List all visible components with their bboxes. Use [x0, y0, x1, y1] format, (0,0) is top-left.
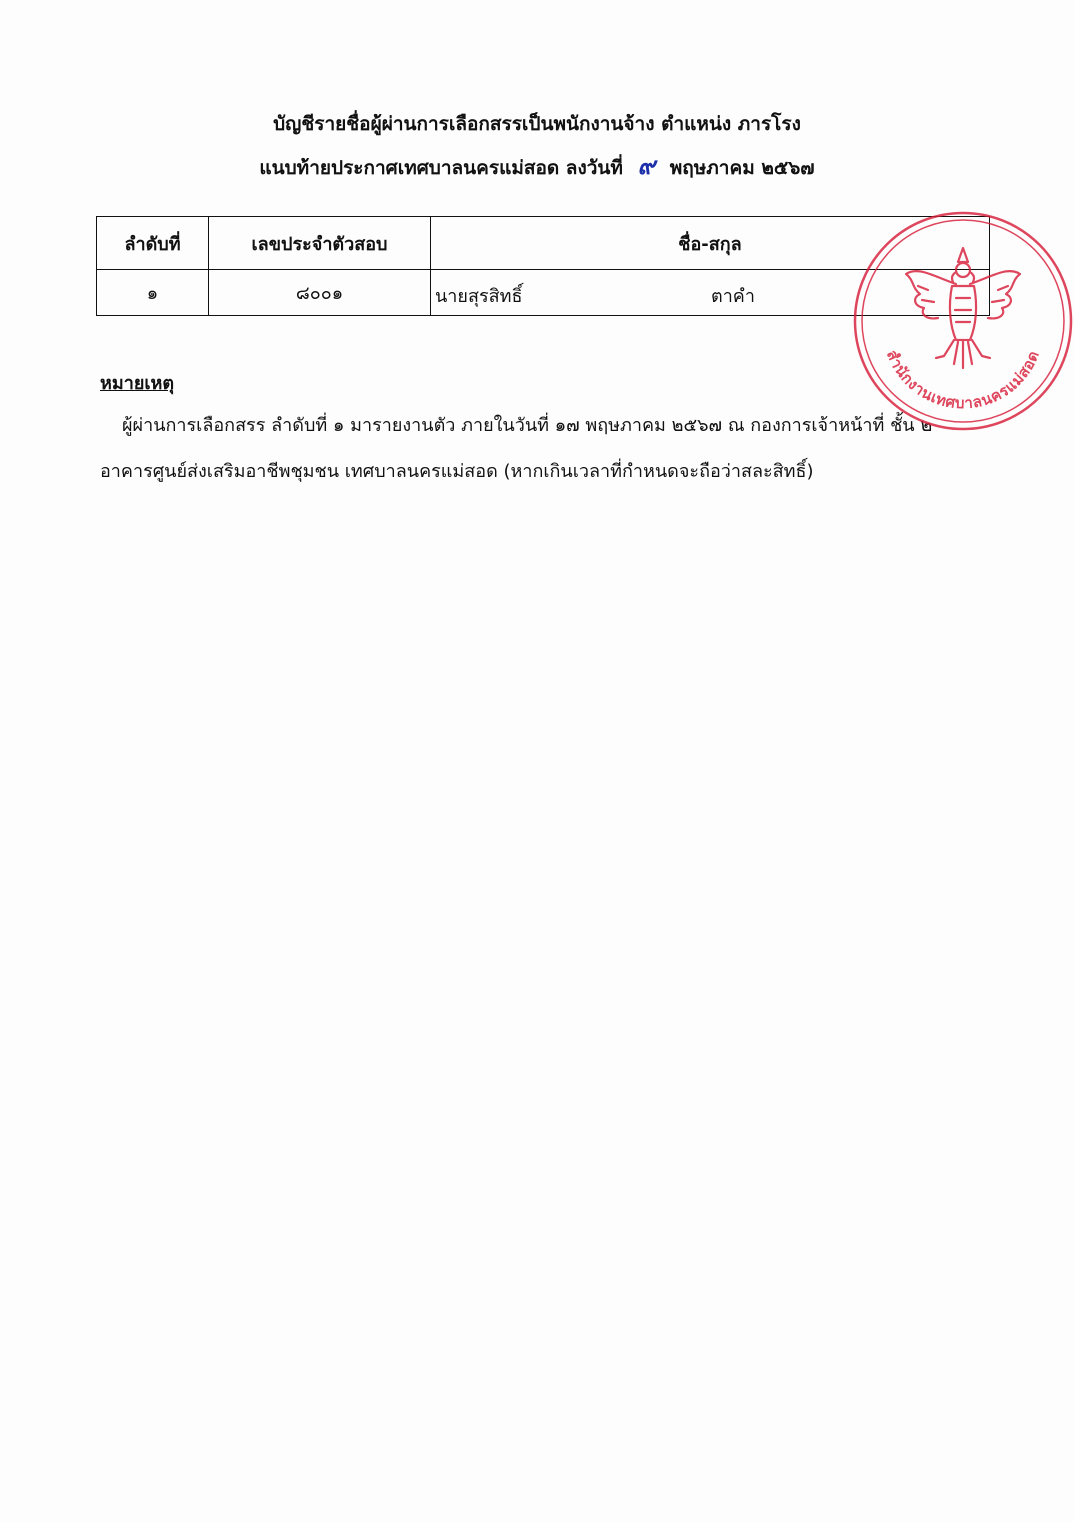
selection-table	[96, 216, 990, 316]
header-order: ลำดับที่	[97, 217, 209, 270]
row-order: ๑	[97, 270, 209, 316]
handwritten-day: ๙	[637, 152, 656, 180]
row-first-name: นายสุรสิทธิ์	[435, 286, 523, 307]
seal-text: สำนักงานเทศบาลนครแม่สอด	[882, 347, 1043, 413]
subtitle-prefix: แนบท้ายประกาศเทศบาลนครแม่สอด ลงวันที่	[259, 157, 623, 179]
header-exam-id: เลขประจำตัวสอบ	[209, 217, 431, 270]
table-header-row	[97, 217, 990, 270]
remarks-heading: หมายเหตุ	[100, 373, 175, 394]
row-full-name	[431, 270, 990, 316]
subtitle-suffix: พฤษภาคม ๒๕๖๗	[669, 157, 815, 179]
document-title: บัญชีรายชื่อผู้ผ่านการเลือกสรรเป็นพนักงานจ้าง ตำแหน่ง ภารโรง	[273, 113, 801, 135]
remarks-line-2: อาคารศูนย์ส่งเสริมอาชีพชุมชน เทศบาลนครแม่สอด (หากเกินเวลาที่กำหนดจะถือว่าสละสิทธิ์)	[100, 461, 814, 482]
row-last-name: ตาคำ	[711, 286, 755, 307]
remarks-line-1: ผู้ผ่านการเลือกสรร ลำดับที่ ๑ มารายงานตัว ภายในวันที่ ๑๗ พฤษภาคม ๒๕๖๗ ณ กองการเจ้าหน้าที่ ชั้น ๒	[122, 415, 933, 436]
document-subtitle	[0, 152, 1074, 182]
header-full-name: ชื่อ-สกุล	[431, 217, 990, 270]
row-exam-id: ๘๐๐๑	[209, 270, 431, 316]
table-row	[97, 270, 990, 316]
svg-text:สำนักงานเทศบาลนครแม่สอด	[883, 347, 1043, 412]
